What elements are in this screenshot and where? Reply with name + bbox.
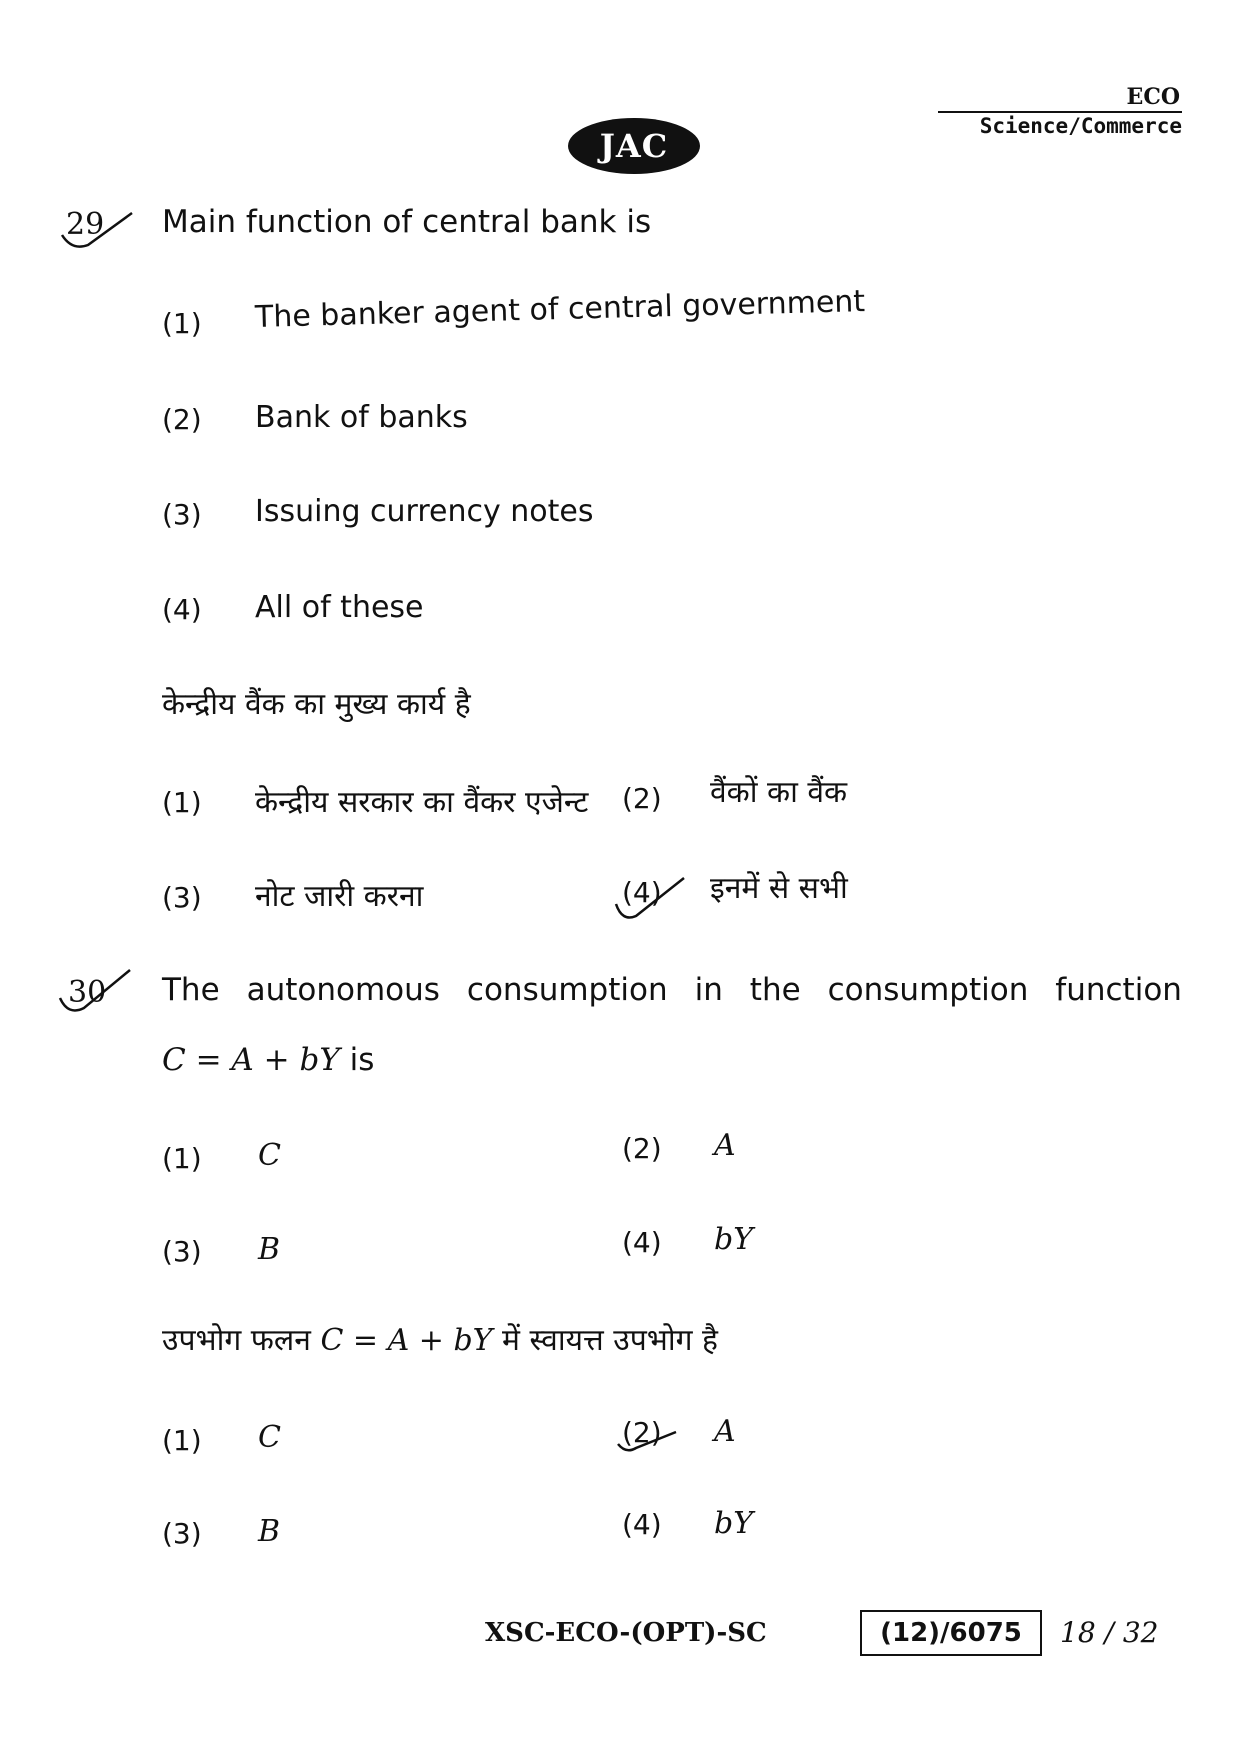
q29-hindi-option-2-text: वैंकों का वैंक <box>710 775 848 810</box>
q29-option-1-num: (1) <box>162 307 202 340</box>
page-number: 18 / 32 <box>1060 1616 1159 1649</box>
question-29-text: Main function of central bank is <box>162 204 652 240</box>
subject-label: ECO <box>1126 84 1180 110</box>
question-number-30: 30 <box>68 975 107 1010</box>
paper-code: XSC-ECO-(OPT)-SC <box>485 1618 767 1648</box>
formula: C = A + bY <box>320 1323 493 1358</box>
q29-hindi-option-1-num: (1) <box>162 786 202 819</box>
hindi-prefix: उपभोग फलन <box>162 1323 321 1358</box>
q30-hindi-option-3-text: B <box>258 1514 281 1549</box>
q30-hindi-option-3-num: (3) <box>162 1517 202 1550</box>
q30-option-3-num: (3) <box>162 1235 202 1268</box>
question-29-hindi-text: केन्द्रीय वैंक का मुख्य कार्य है <box>162 687 471 722</box>
q30-hindi-option-4-text: bY <box>714 1506 754 1541</box>
q30-hindi-option-2-num: (2) <box>622 1416 662 1449</box>
q30-option-3-text: B <box>258 1232 281 1267</box>
q30-option-4-num: (4) <box>622 1226 662 1259</box>
q30-word: function <box>1055 972 1182 1008</box>
question-30-text-line-2 <box>162 1042 374 1078</box>
checkmark-icon <box>58 205 138 255</box>
q30-word: consumption <box>827 972 1029 1008</box>
q29-option-3-text: Issuing currency notes <box>255 494 594 529</box>
q29-hindi-option-2-num: (2) <box>622 782 662 815</box>
q29-hindi-option-3-num: (3) <box>162 881 202 914</box>
formula: C = A + bY <box>162 1042 340 1078</box>
q29-hindi-option-1-text: केन्द्रीय सरकार का वैंकर एजेन्ट <box>255 785 589 820</box>
q30-hindi-option-1-num: (1) <box>162 1424 202 1457</box>
q30-word: consumption <box>466 972 668 1008</box>
q29-option-2-text: Bank of banks <box>255 400 468 435</box>
q30-hindi-option-1-text: C <box>258 1420 281 1455</box>
q30-word: the <box>749 972 801 1008</box>
q30-option-2-num: (2) <box>622 1132 662 1165</box>
question-30-hindi-text <box>162 1318 718 1359</box>
q29-hindi-option-4-num: (4) <box>622 876 662 909</box>
q30-option-2-text: A <box>714 1128 736 1163</box>
header-divider <box>938 111 1182 113</box>
q29-option-4-text: All of these <box>255 590 424 625</box>
q29-hindi-option-3-text: नोट जारी करना <box>255 879 424 914</box>
q29-option-1-text: The banker agent of central government <box>254 284 866 335</box>
stream-label: Science/Commerce <box>979 114 1182 138</box>
q29-hindi-option-4-text: इनमें से सभी <box>710 871 848 906</box>
q30-option-1-num: (1) <box>162 1142 202 1175</box>
formula-suffix: is <box>339 1042 375 1078</box>
q29-option-2-num: (2) <box>162 403 202 436</box>
paper-set-box: (12)/6075 <box>860 1610 1042 1656</box>
q30-option-1-text: C <box>258 1138 281 1173</box>
hindi-suffix: में स्वायत्त उपभोग है <box>492 1323 718 1358</box>
checkmark-icon <box>614 1410 684 1456</box>
question-30-text-line-1 <box>162 972 1182 1008</box>
q30-word: The <box>162 972 220 1008</box>
q30-hindi-option-4-num: (4) <box>622 1508 662 1541</box>
checkmark-icon <box>612 868 692 924</box>
question-number-29: 29 <box>66 207 105 242</box>
jac-logo: JAC <box>568 118 700 174</box>
q30-word: in <box>694 972 723 1008</box>
q30-hindi-option-2-text: A <box>714 1414 736 1449</box>
q30-option-4-text: bY <box>714 1222 754 1257</box>
q30-word: autonomous <box>246 972 440 1008</box>
checkmark-icon <box>56 962 136 1018</box>
q29-option-3-num: (3) <box>162 498 202 531</box>
q29-option-4-num: (4) <box>162 593 202 626</box>
